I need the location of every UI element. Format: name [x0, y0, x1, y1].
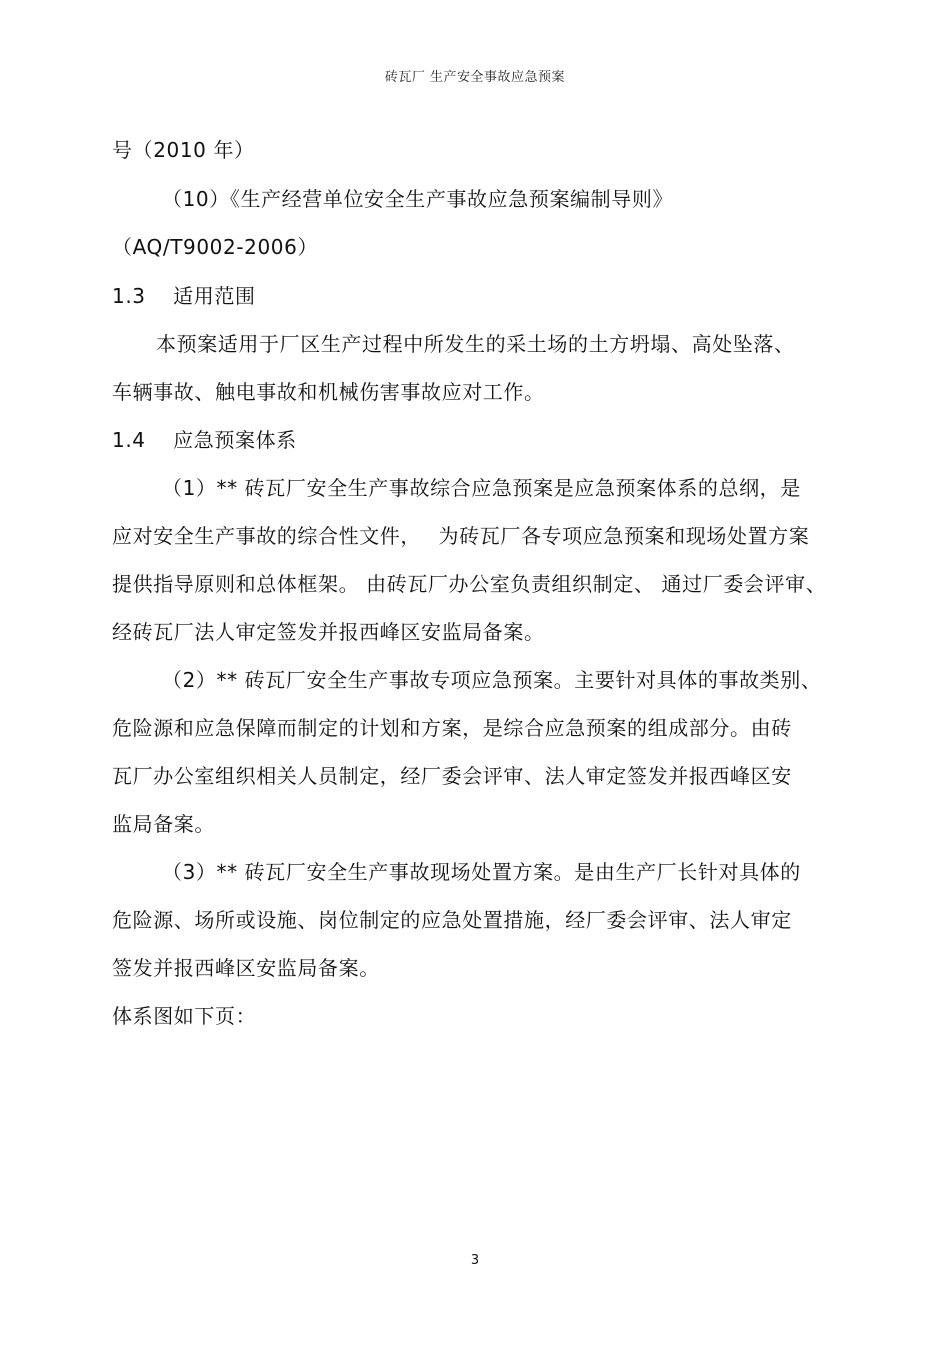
text-line: 应对安全生产事故的综合性文件， 为砖瓦厂各专项应急预案和现场处置方案 — [112, 524, 810, 548]
text-line: 体系图如下页： — [112, 1004, 257, 1028]
text-line: 本预案适用于厂区生产过程中所发生的采土场的土方坍塌、高处坠落、 — [156, 332, 795, 356]
text-line: 瓦厂办公室组织相关人员制定，经厂委会评审、法人审定签发并报西峰区安 — [112, 764, 792, 788]
text-line: （1）** 砖瓦厂安全生产事故综合应急预案是应急预案体系的总纲，是 — [162, 476, 801, 500]
text-line: 签发并报西峰区安监局备案。 — [112, 956, 380, 980]
text-line: 监局备案。 — [112, 812, 215, 836]
section-heading: 1.3 适用范围 — [112, 284, 256, 308]
page-number: 3 — [470, 1253, 480, 1268]
text-line: 危险源和应急保障而制定的计划和方案，是综合应急预案的组成部分。由砖 — [112, 716, 792, 740]
text-line: 经砖瓦厂法人审定签发并报西峰区安监局备案。 — [112, 620, 545, 644]
page-header: 砖瓦厂 生产安全事故应急预案 — [384, 70, 566, 85]
text-line: 车辆事故、触电事故和机械伤害事故应对工作。 — [112, 380, 545, 404]
text-line: 号（2010 年） — [112, 138, 255, 162]
text-line: （10）《生产经营单位安全生产事故应急预案编制导则》 — [162, 187, 674, 211]
text-line: 危险源、场所或设施、岗位制定的应急处置措施，经厂委会评审、法人审定 — [112, 908, 792, 932]
text-line: （2）** 砖瓦厂安全生产事故专项应急预案。主要针对具体的事故类别、 — [162, 668, 822, 692]
section-heading: 1.4 应急预案体系 — [112, 428, 297, 452]
text-line: （AQ/T9002-2006） — [112, 235, 319, 259]
text-line: 提供指导原则和总体框架。 由砖瓦厂办公室负责组织制定、 通过厂委会评审、 — [112, 572, 827, 596]
text-line: （3）** 砖瓦厂安全生产事故现场处置方案。是由生产厂长针对具体的 — [162, 860, 801, 884]
